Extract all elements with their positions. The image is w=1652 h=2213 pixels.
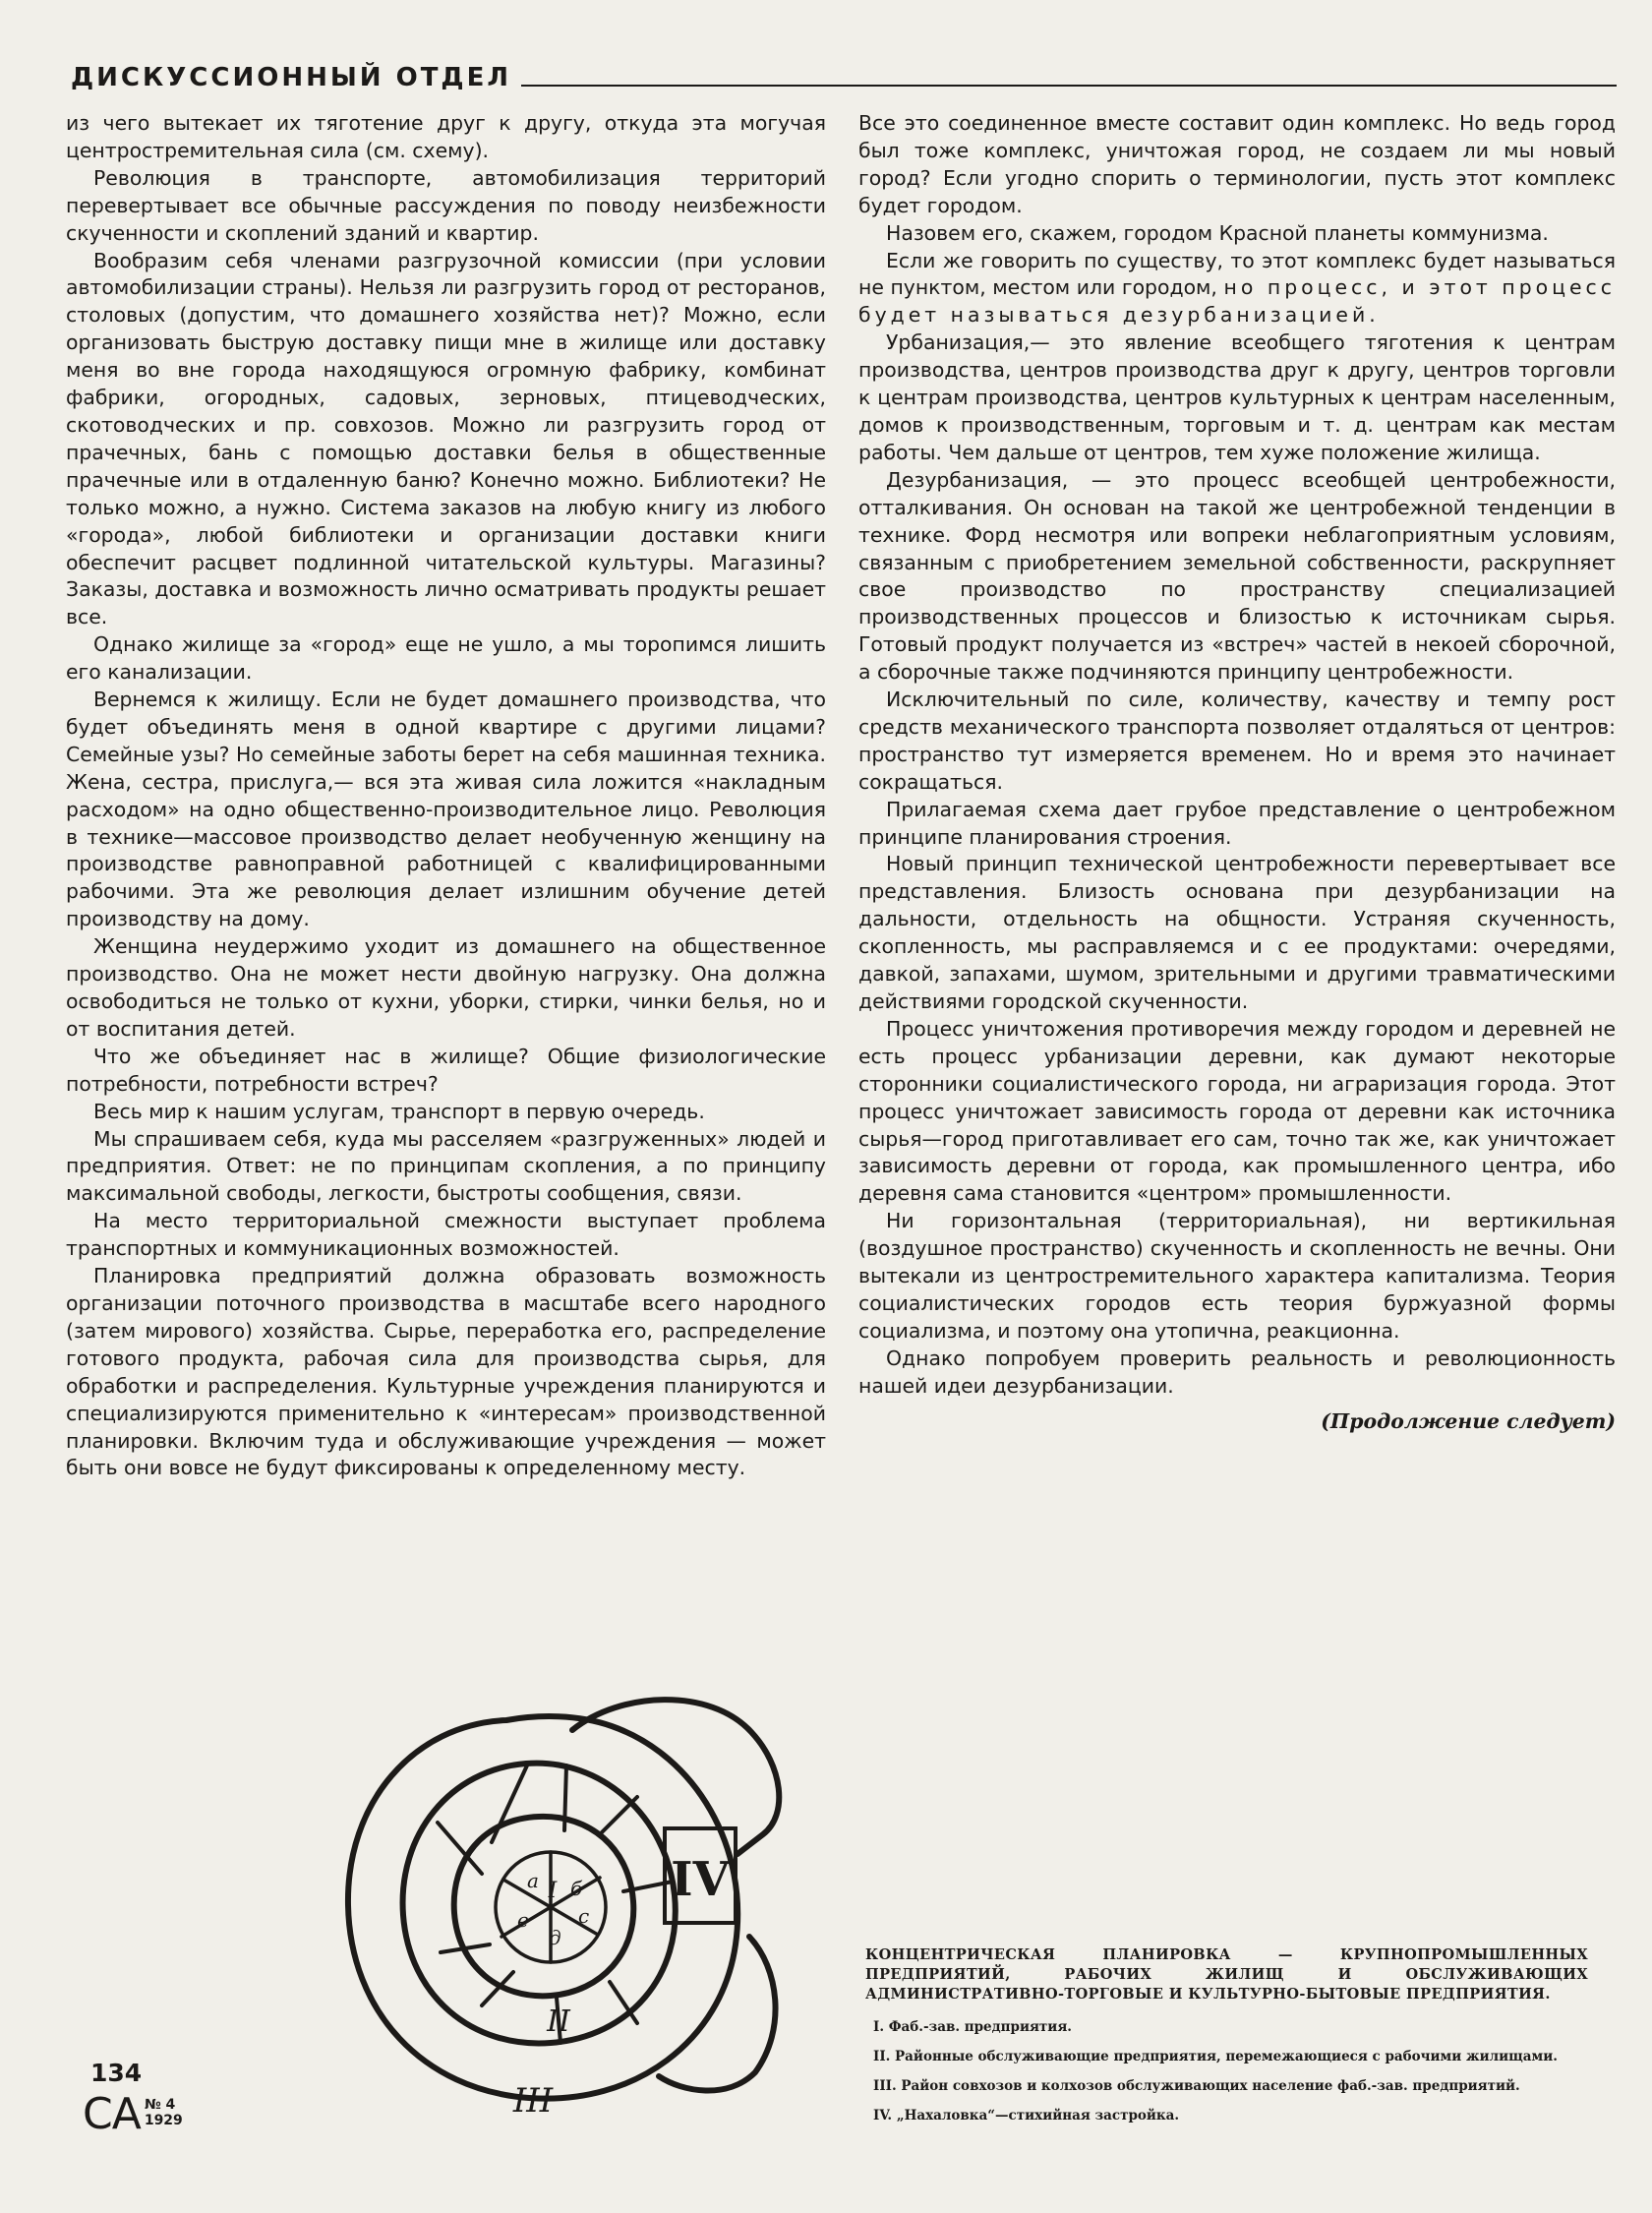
paragraph: Прилагаемая схема дает грубое представление о центробежном принципе планирования строения. <box>858 797 1616 849</box>
legend-item: I. Фаб.-зав. предприятия. <box>873 2019 1072 2035</box>
concentric-planning-diagram <box>324 1687 875 2179</box>
paragraph: На место территориальной смежности выступает проблема транспортных и коммуникационных возможностей. <box>66 1209 826 1261</box>
paragraph: Революция в транспорте, автомобилизация территорий перевертывает все обычные рассуждения по поводу неизбежности скученности и скоплений зданий и квартир. <box>66 165 826 245</box>
paragraph: Однако жилище за «город» еще не ушло, а мы торопимся лишить его канализации. <box>66 632 826 685</box>
left-column <box>66 110 826 1482</box>
paragraph: Дезурбанизация, — это процесс всеобщей центробежности, отталкивания. Он основан на такой же центробежной тенденции в технике. Форд несмотря или вопреки неблагоприятным условиям, связанным с приобретением земельной собственности, раскрупняет свое производство по пространству специализацией производственных процессов и близостью к источникам сырья. Готовый продукт получается из «встреч» частей в некоей сборочной, а сборочные также подчиняются принципу центробежности. <box>858 467 1616 685</box>
segment-label-a: a <box>527 1869 539 1892</box>
paragraph: Урбанизация,— это явление всеобщего тяготения к центрам производства, центров производства друг к другу, центров торговли к центрам производства, центров культурных к центрам населенным, домов к производственным, торговым и т. д. центрам как местам работы. Чем дальше от центров, тем хуже положение жилища. <box>858 330 1616 464</box>
paragraph: Женщина неудержимо уходит из домашнего на общественное производство. Она не может нести двойную нагрузку. Она должна освободиться не только от кухни, уборки, стирки, чинки белья, но и от воспитания детей. <box>66 934 826 1041</box>
continuation-note: (Продолжение следует) <box>1321 1408 1616 1433</box>
right-column <box>858 110 1616 1436</box>
roman-numeral-IV: IV <box>671 1852 730 1907</box>
page-header <box>71 51 1617 90</box>
paragraph: Все это соединенное вместе составит один комплекс. Но ведь город был тоже комплекс, уничтожая город, не создаем ли мы новый город? Если угодно спорить о терминологии, пусть этот комплекс будет городом. <box>858 111 1616 217</box>
paragraph: из чего вытекает их тяготение друг к другу, откуда эта могучая центростремительная сила (см. схему). <box>66 111 826 162</box>
segment-label-b: б <box>570 1877 583 1900</box>
caption-title: КОНЦЕНТРИЧЕСКАЯ ПЛАНИРОВКА — КРУПНОПРОМЫШЛЕННЫХ ПРЕДПРИЯТИЙ, РАБОЧИХ ЖИЛИЩ И ОБСЛУЖИВАЮЩИХ АДМИНИСТРАТИВНО-ТОРГОВЫЕ И КУЛЬТУРНО-БЫТОВЫЕ ПРЕДПРИЯТИЯ. <box>865 1946 1588 2003</box>
radial-line <box>564 1765 566 1830</box>
issue-number: № 4 <box>144 2097 176 2113</box>
paragraph: Исключительный по силе, количеству, качеству и темпу рост средств механического транспорта позволяет отдаляться от центров: пространство тут измеряется временем. Но и время это начинает сокращаться. <box>858 688 1616 794</box>
paragraph: Однако попробуем проверить реальность и революционность нашей идеи дезурбанизации. <box>858 1346 1616 1398</box>
paragraph: Новый принцип технической центробежности перевертывает все представления. Близость основана при дезурбанизации на дальности, отдельность на общности. Устраняя скученность, скопленность, мы расправляемся и с ее продуктами: очередями, давкой, запахами, шумом, зрительными и другими травматическими действиями городской скученности. <box>858 852 1616 1013</box>
paragraph-text: Если же говорить по существу, то этот комплекс будет называться не пунктом, местом или городом, <box>858 248 1616 300</box>
paragraph: Что же объединяет нас в жилище? Общие физиологические потребности, потребности встреч? <box>66 1044 826 1096</box>
roman-numeral-III: III <box>512 2081 554 2121</box>
paragraph <box>858 248 1616 330</box>
issue-info <box>145 2093 183 2128</box>
segment-label-e: е <box>517 1908 529 1932</box>
roman-numeral-I: I <box>548 1879 558 1903</box>
segment-label-c: с <box>578 1904 590 1928</box>
paragraph: Ни горизонтальная (территориальная), ни вертикильная (воздушное пространство) скученность и скопленность не вечны. Они вытекали из центростремительного характера капитализма. Теория социалистических городов есть теория буржуазной формы социализма, и поэтому она утопична, реакционна. <box>858 1209 1616 1343</box>
issue-year: 1929 <box>144 2113 183 2128</box>
legend-item: II. Районные обслуживающие предприятия, перемежающиеся с рабочими жилищами. <box>873 2049 1558 2064</box>
paragraph: Весь мир к нашим услугам, транспорт в первую очередь. <box>93 1099 705 1123</box>
segment-label-d: д <box>549 1926 561 1949</box>
journal-logo: СА <box>83 2089 141 2139</box>
radial-line <box>602 1797 637 1832</box>
roman-numeral-II: II <box>547 2004 570 2039</box>
page-number: 134 <box>90 2059 143 2087</box>
header-rule <box>521 85 1617 87</box>
figure-caption <box>865 1945 1588 2136</box>
paragraph: Планировка предприятий должна образовать возможность организации поточного производства в масштабе всего народного (затем мирового) хозяйства. Сырье, переработка его, распределение готового продукта, рабочая сила для производства сырья, для обработки и распределения. Культурные учреждения планируются и специализируются применительно к «интересам» производственной планировки. Включим туда и обслуживающие учреждения — может быть они вовсе не будут фиксированы к определенному месту. <box>66 1264 826 1480</box>
radial-line <box>492 1765 527 1842</box>
paragraph: Процесс уничтожения противоречия между городом и деревней не есть процесс урбанизации деревни, как думают некоторые сторонники социалистического города, ни аграризация города. Этот процесс уничтожает зависимость города от деревни как источника сырья—город приготавливает его сам, точно так же, как уничтожает зависимость деревни от города, как промышленного центра, ибо деревня сама становится «центром» промышленности. <box>858 1016 1616 1206</box>
spaced-emphasis: но процесс, и этот процесс будет называться дезурбанизацией <box>858 275 1616 328</box>
paragraph-text: . <box>1369 303 1376 328</box>
legend-item: IV. „Нахаловка“—стихийная застройка. <box>873 2108 1180 2123</box>
legend-item: III. Район совхозов и колхозов обслуживающих население фаб.-зав. предприятий. <box>873 2078 1520 2094</box>
section-title: ДИСКУССИОННЫЙ ОТДЕЛ <box>71 63 511 92</box>
paragraph: Вернемся к жилищу. Если не будет домашнего производства, что будет объединять меня в одной квартире с другими лицами? Семейные узы? Но семейные заботы берет на себя машинная техника. Жена, сестра, прислуга,— вся эта живая сила ложится «накладным расходом» на одно общественно-производительное лицо. Революция в технике—массовое производство делает необученную женщину на производстве равноправной работницей с квалифицированными рабочими. Эта же революция делает излишним обучение детей производству на дому. <box>66 688 826 931</box>
nakhalovka-zone-lower <box>659 1937 776 2091</box>
paragraph: Назовем его, скажем, городом Красной планеты коммунизма. <box>886 220 1549 245</box>
paragraph: Мы спрашиваем себя, куда мы расселяем «разгруженных» людей и предприятия. Ответ: не по принципам скопления, а по принципу максимальной свободы, легкости, быстроты сообщения, связи. <box>66 1126 826 1206</box>
paragraph: Вообразим себя членами разгрузочной комиссии (при условии автомобилизации страны). Нельзя ли разгрузить город от ресторанов, столовых (допустим, что домашнего хозяйства нет)? Можно, если организовать быструю доставку пищи мне в жилище или доставку меня во вне города находящуюся огромную фабрику, комбинат фабрики, огородных, садовых, зерновых, птицеводческих, скотоводческих и пр. совхозов. Можно ли разгрузить город от прачечных, бань с помощью доставки белья в общественные прачечные или в отдаленную баню? Конечно можно. Библиотеки? Не только можно, а нужно. Система заказов на любую книгу из любого «города», любой библиотеки и организации доставки книги обеспечит расцвет подлинной читательской культуры. Магазины? Заказы, доставка и возможность лично осматривать продукты решает все. <box>66 248 826 629</box>
journal-mark <box>83 2089 183 2139</box>
